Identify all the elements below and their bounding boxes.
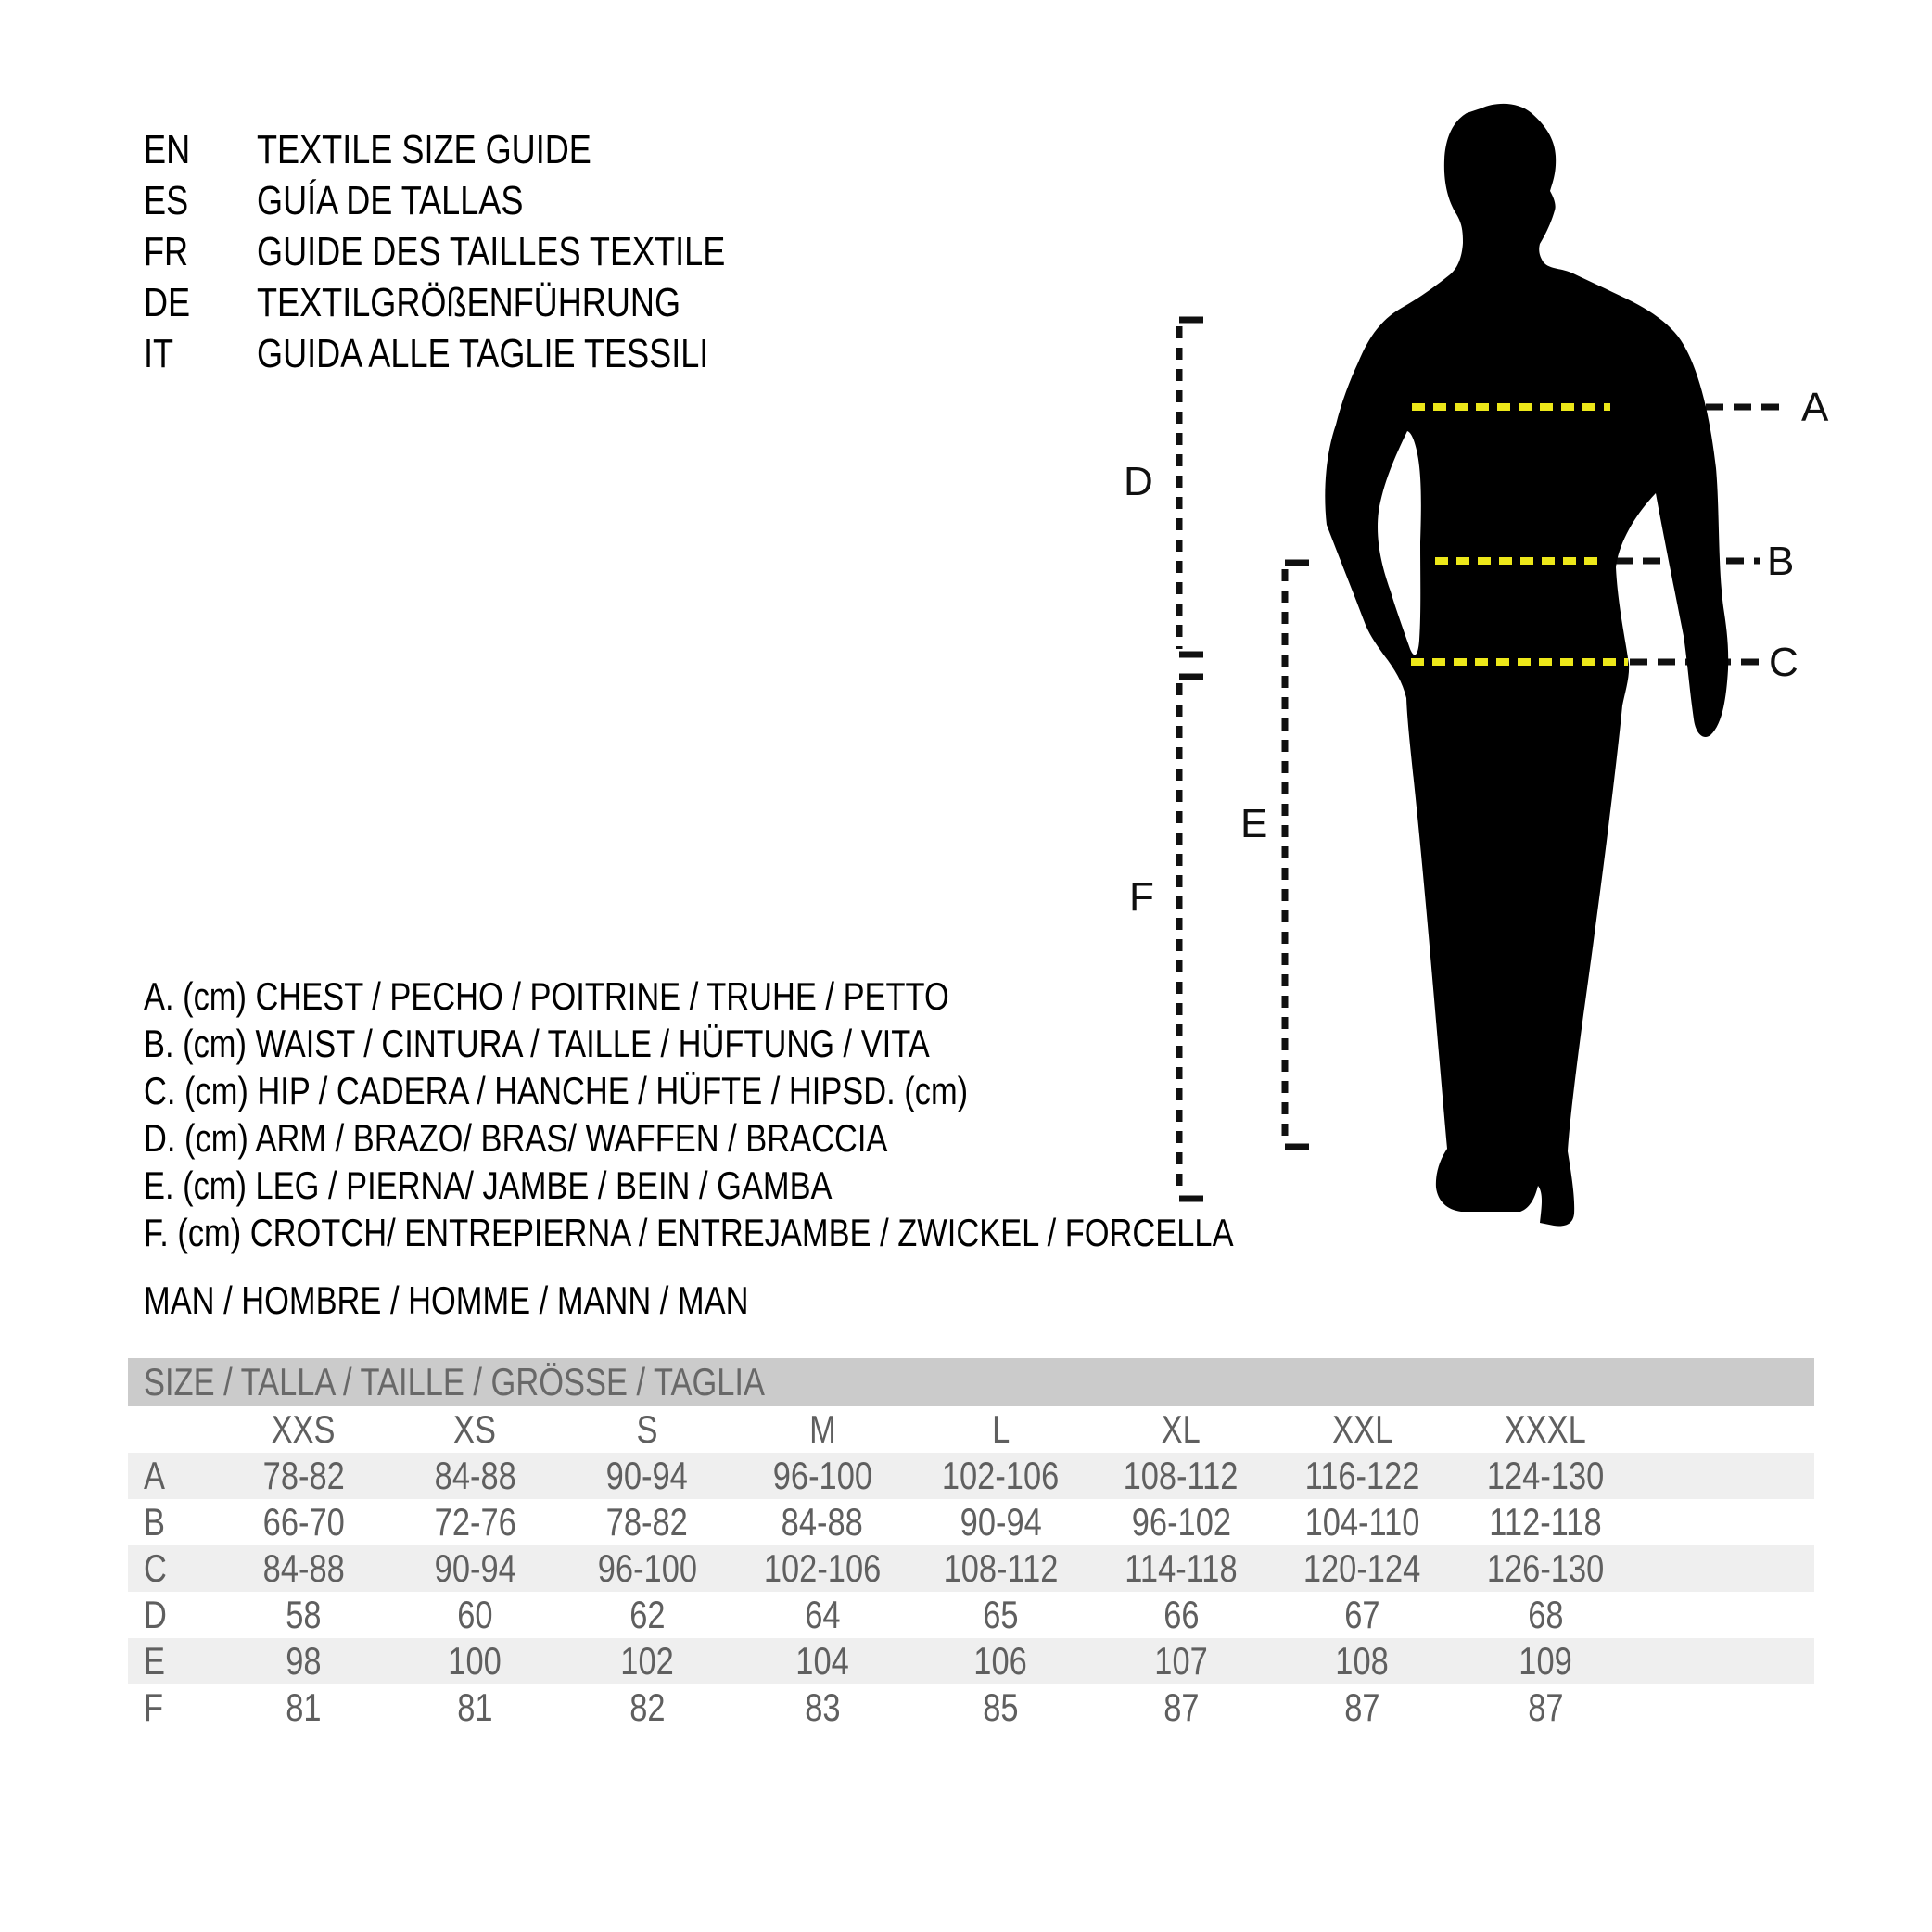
size-value-cell: 112-118	[1489, 1500, 1602, 1544]
size-table-header-bar	[128, 1358, 1814, 1406]
figure-label-a: A	[1801, 385, 1829, 430]
size-value-cell: 68	[1527, 1593, 1564, 1636]
size-value-cell: 90-94	[960, 1500, 1042, 1544]
language-label: GUIDA ALLE TAGLIE TESSILI	[257, 331, 709, 376]
size-table-body	[128, 1406, 1814, 1731]
language-code: ES	[144, 178, 189, 223]
measurement-description: F. (cm) CROTCH/ ENTREPIERNA / ENTREJAMBE / ZWICKEL / FORCELLA	[144, 1211, 1234, 1254]
table-row	[128, 1545, 1814, 1592]
size-value-cell: 90-94	[605, 1454, 689, 1497]
size-value-cell: 60	[457, 1593, 493, 1636]
language-code: EN	[144, 127, 191, 172]
size-column-header: XS	[453, 1407, 497, 1451]
size-value-cell: 90-94	[434, 1546, 516, 1590]
filler-cell	[1638, 1638, 1814, 1684]
size-value-cell: 108-112	[943, 1546, 1059, 1590]
table-row	[128, 1453, 1814, 1499]
table-row	[128, 1592, 1814, 1638]
row-label: D	[144, 1593, 167, 1636]
figure-label-c: C	[1769, 640, 1799, 685]
size-value-cell: 66-70	[262, 1500, 345, 1544]
size-value-cell: 84-88	[434, 1454, 516, 1497]
size-value-cell: 109	[1519, 1639, 1572, 1683]
row-label: B	[144, 1500, 165, 1544]
size-value-cell: 108	[1335, 1639, 1390, 1683]
size-value-cell: 67	[1344, 1593, 1380, 1636]
size-columns-row	[128, 1406, 1814, 1453]
category-line	[144, 1277, 882, 1324]
filler-cell	[1638, 1406, 1814, 1453]
row-label: C	[144, 1546, 167, 1590]
filler-cell	[1638, 1453, 1814, 1499]
measurement-description: D. (cm) ARM / BRAZO/ BRAS/ WAFFEN / BRACCIA	[144, 1116, 888, 1160]
size-value-cell: 62	[629, 1593, 666, 1636]
size-column-header: L	[991, 1407, 1010, 1451]
category-line-text: MAN / HOMBRE / HOMME / MANN / MAN	[144, 1278, 749, 1322]
size-value-cell: 102-106	[942, 1454, 1060, 1497]
language-label: GUIDE DES TAILLES TEXTILE	[257, 229, 726, 274]
size-value-cell: 116-122	[1304, 1454, 1420, 1497]
size-value-cell: 124-130	[1486, 1454, 1605, 1497]
language-code: IT	[144, 331, 174, 376]
row-label	[128, 1406, 218, 1453]
filler-cell	[1638, 1592, 1814, 1638]
size-value-cell: 58	[286, 1593, 322, 1636]
size-value-cell: 78-82	[605, 1500, 689, 1544]
row-label: A	[144, 1454, 165, 1497]
size-value-cell: 78-82	[262, 1454, 345, 1497]
size-value-cell: 81	[286, 1685, 322, 1729]
size-value-cell: 85	[983, 1685, 1019, 1729]
row-label: E	[144, 1639, 165, 1683]
size-value-cell: 87	[1163, 1685, 1200, 1729]
size-value-cell: 107	[1154, 1639, 1208, 1683]
size-value-cell: 102-106	[763, 1546, 882, 1590]
size-value-cell: 96-100	[772, 1454, 872, 1497]
figure-label-d: D	[1124, 459, 1153, 504]
size-value-cell: 87	[1344, 1685, 1380, 1729]
language-code: FR	[144, 229, 189, 274]
measurement-descriptions	[144, 972, 1473, 1256]
size-value-cell: 114-118	[1125, 1546, 1238, 1590]
size-column-header: XXS	[272, 1407, 336, 1451]
size-column-header: XL	[1161, 1407, 1201, 1451]
size-value-cell: 83	[804, 1685, 841, 1729]
size-value-cell: 87	[1527, 1685, 1564, 1729]
size-column-header: S	[636, 1407, 658, 1451]
size-value-cell: 84-88	[781, 1500, 864, 1544]
size-table-header-text: SIZE / TALLA / TAILLE / GRÖSSE / TAGLIA	[144, 1360, 765, 1404]
size-value-cell: 64	[804, 1593, 841, 1636]
size-value-cell: 84-88	[262, 1546, 345, 1590]
size-value-cell: 100	[448, 1639, 502, 1683]
figure-label-b: B	[1767, 539, 1795, 584]
figure-label-e: E	[1240, 801, 1268, 846]
row-label: F	[144, 1685, 164, 1729]
table-row	[128, 1638, 1814, 1684]
size-column-header: XXXL	[1504, 1407, 1587, 1451]
size-column-header: M	[808, 1407, 836, 1451]
filler-cell	[1638, 1545, 1814, 1592]
language-code: DE	[144, 280, 191, 325]
language-label: TEXTILGRÖßENFÜHRUNG	[257, 280, 681, 325]
size-value-cell: 126-130	[1486, 1546, 1605, 1590]
language-label: TEXTILE SIZE GUIDE	[257, 127, 591, 172]
size-value-cell: 108-112	[1124, 1454, 1239, 1497]
size-value-cell: 82	[629, 1685, 666, 1729]
size-value-cell: 120-124	[1303, 1546, 1421, 1590]
measurement-description: E. (cm) LEG / PIERNA/ JAMBE / BEIN / GAMBA	[144, 1163, 833, 1207]
size-value-cell: 96-100	[597, 1546, 697, 1590]
size-value-cell: 102	[620, 1639, 674, 1683]
size-value-cell: 65	[983, 1593, 1019, 1636]
measurement-description: C. (cm) HIP / CADERA / HANCHE / HÜFTE / HIPSD. (cm)	[144, 1069, 969, 1112]
size-value-cell: 104	[795, 1639, 849, 1683]
filler-cell	[1638, 1684, 1814, 1731]
size-value-cell: 72-76	[434, 1500, 516, 1544]
measurement-description: B. (cm) WAIST / CINTURA / TAILLE / HÜFTUNG / VITA	[144, 1022, 930, 1065]
measurement-description: A. (cm) CHEST / PECHO / POITRINE / TRUHE / PETTO	[144, 974, 949, 1018]
language-label: GUÍA DE TALLAS	[257, 178, 524, 223]
filler-cell	[1638, 1499, 1814, 1545]
size-value-cell: 106	[973, 1639, 1028, 1683]
size-value-cell: 81	[457, 1685, 493, 1729]
table-row	[128, 1684, 1814, 1731]
size-column-header: XXL	[1331, 1407, 1393, 1451]
size-value-cell: 98	[286, 1639, 322, 1683]
size-value-cell: 66	[1163, 1593, 1200, 1636]
size-value-cell: 96-102	[1131, 1500, 1231, 1544]
table-row	[128, 1499, 1814, 1545]
size-value-cell: 104-110	[1304, 1500, 1420, 1544]
size-table	[128, 1358, 1814, 1731]
figure-label-f: F	[1129, 874, 1154, 920]
